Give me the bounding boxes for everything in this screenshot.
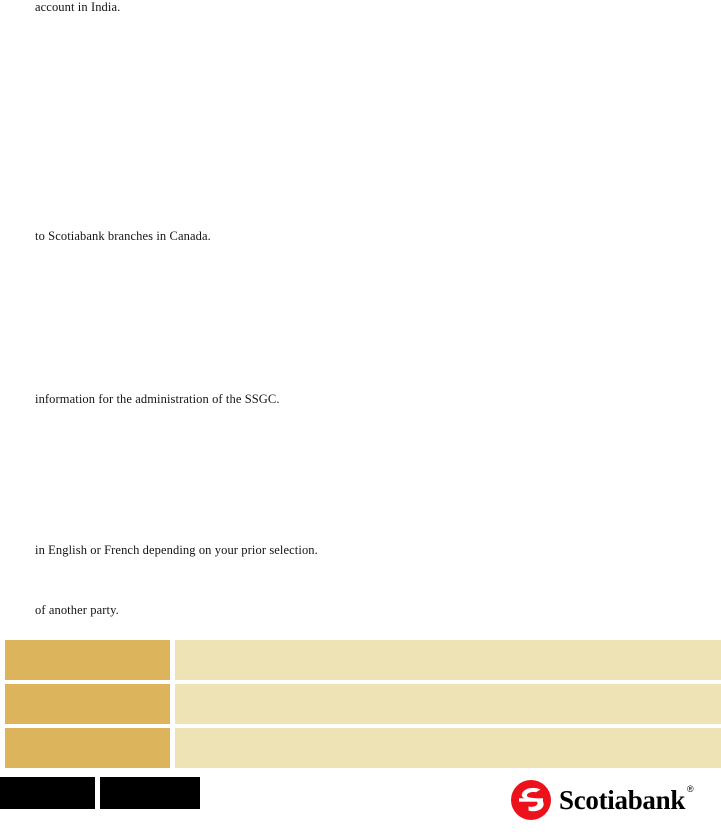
body-text-line-5: of another party.: [35, 603, 119, 617]
table-row: [5, 684, 721, 724]
table-row: [5, 728, 721, 768]
scotiabank-wordmark: Scotiabank: [559, 784, 686, 815]
table-cell-value: [175, 684, 721, 724]
scotiabank-logo: [510, 780, 694, 820]
body-text-line-4: in English or French depending on your prior selection.: [35, 543, 318, 557]
body-text-line-2: to Scotiabank branches in Canada.: [35, 229, 211, 243]
table-cell-label: [5, 684, 170, 724]
registered-trademark-symbol: ®: [687, 784, 694, 794]
table-cell-label: [5, 640, 170, 680]
signature-table: [5, 640, 721, 772]
scotiabank-globe-icon: [510, 779, 552, 821]
table-cell-value: [175, 728, 721, 768]
table-row: [5, 640, 721, 680]
redaction-block-1: [0, 777, 95, 809]
table-cell-value: [175, 640, 721, 680]
redaction-block-2: [100, 777, 200, 809]
table-cell-label: [5, 728, 170, 768]
body-text-line-1: account in India.: [35, 0, 121, 14]
body-text-line-3: information for the administration of the SSGC.: [35, 392, 280, 406]
